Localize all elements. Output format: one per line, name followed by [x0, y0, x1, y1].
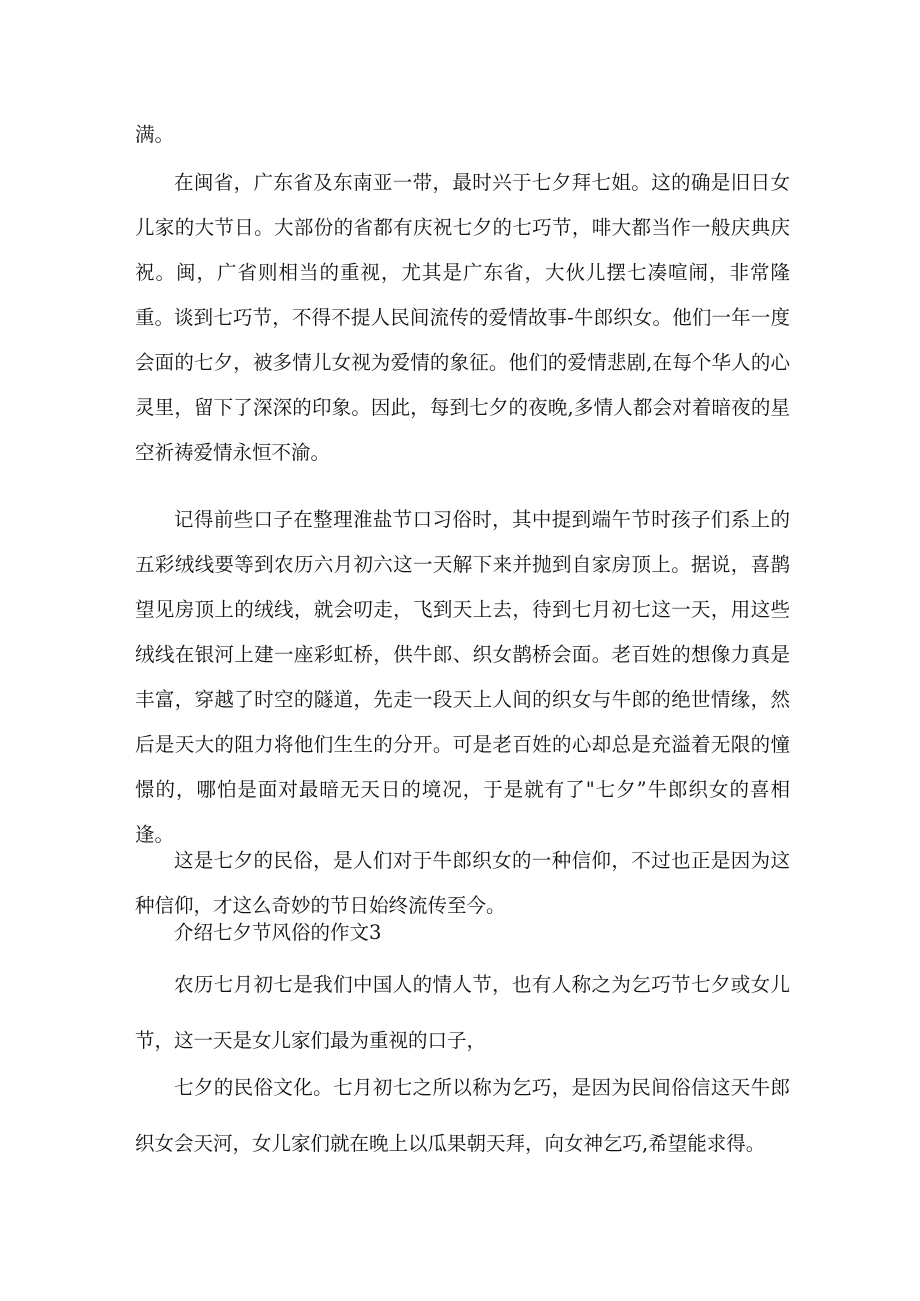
paragraph-qixi-folk-belief: 这是七夕的民俗，是人们对于牛郎织女的一种信仰，不过也正是因为这种信仰，才这么奇妙的节日始终流传至今。: [135, 849, 790, 917]
paragraph-chinese-valentines: 农历七月初七是我们中国人的情人节，也有人称之为乞巧节七夕或女儿节，这一天是女儿家们最为重视的口子，: [135, 973, 790, 1052]
paragraph-cowherd-weaver-story: 谈到七巧节，不得不提人民间流传的爱情故事-牛郎织女。他们一年一度会面的七夕，被多情儿女视为爱情的象征。他们的爱情悲剧,在每个华人的心灵里，留下了深深的印象。因此，每到七夕的夜晚,多情人都会对着暗夜的星空祈祷爱情永恒不渝。: [135, 306, 790, 464]
paragraph-continuation: 满。: [135, 123, 175, 146]
paragraph-magpie-bridge-custom: 记得前些口子在整理淮盐节口习俗时，其中提到端午节时孩子们系上的五彩绒线要等到农历六月初六这一天解下来并抛到自家房顶上。据说，喜鹊望见房顶上的绒线，就会叨走，飞到天上去，待到七月初七这一天，用这些绒线在银河上建一座彩虹桥，供牛郎、织女鹊桥会面。老百姓的想像力真是丰富，穿越了时空的隧道，先走一段天上人间的织女与牛郎的绝世情缘，然后是天大的阻力将他们生生的分开。可是老百姓的心却总是充溢着无限的憧憬的，哪怕是面对最暗无天日的境况，于是就有了"七夕”牛郎织女的喜相逢。: [135, 508, 790, 846]
section-heading: 介绍七夕节风俗的作文3: [174, 921, 382, 944]
paragraph-qixi-fujian-guangdong: 在闽省，广东省及东南亚一带，最时兴于七夕拜七姐。这的确是旧日女儿家的大节日。大部份的省都有庆祝七夕的七巧节，啡大都当作一般庆典庆祝。闽，广省则相当的重视，尤其是广东省，大伙儿摆七凑喧闹，非常隆重。: [135, 171, 790, 329]
paragraph-qiqiao-culture: 七夕的民俗文化。七月初七之所以称为乞巧，是因为民间俗信这天牛郎织女会天河，女儿家们就在晚上以瓜果朝天拜，向女神乞巧,希望能求得。: [135, 1076, 790, 1155]
